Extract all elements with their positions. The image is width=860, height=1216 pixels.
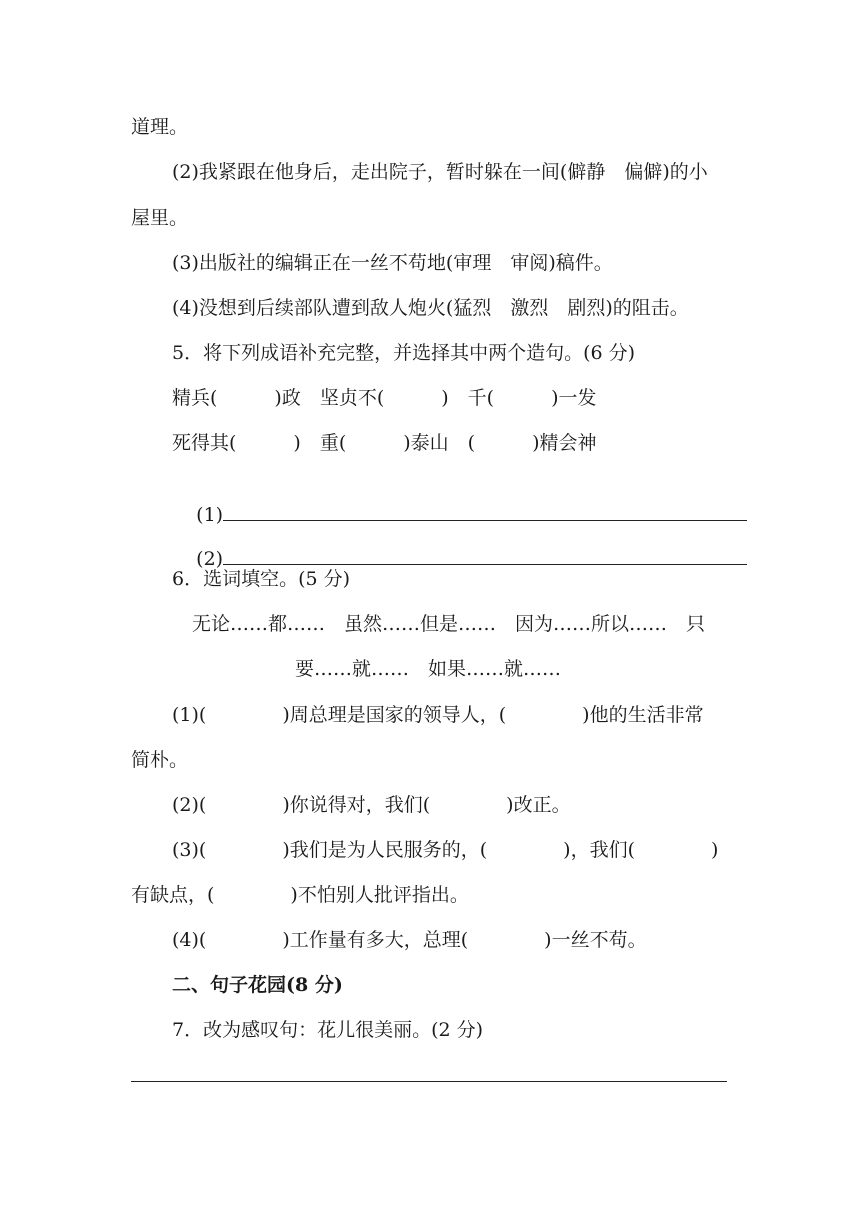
question-4-item-3: (3)出版社的编辑正在一丝不苟地(审理 审阅)稿件。 xyxy=(172,252,613,274)
answer-blank[interactable] xyxy=(223,502,747,521)
idiom-row-2: 死得其( ) 重( )泰山 ( )精会神 xyxy=(172,432,597,454)
question-5-title: 5．将下列成语补充完整，并选择其中两个造句。(6 分) xyxy=(172,342,636,364)
text-line: 屋里。 xyxy=(131,207,189,229)
word-bank-row-1: 无论……都…… 虽然……但是…… 因为……所以…… 只 xyxy=(192,613,706,635)
question-4-item-4: (4)没想到后续部队遭到敌人炮火(猛烈 激烈 剧烈)的阻击。 xyxy=(172,297,689,319)
answer-label: (1) xyxy=(196,504,224,526)
question-6-item-3: (3)( )我们是为人民服务的，( )，我们( ) xyxy=(172,839,719,861)
question-7-title: 7．改为感叹句：花儿很美丽。(2 分) xyxy=(172,1019,484,1041)
text-line: 有缺点，( )不怕别人批评指出。 xyxy=(131,884,469,906)
answer-blank[interactable] xyxy=(223,546,747,565)
idiom-row-1: 精兵( )政 坚贞不( ) 千( )一发 xyxy=(172,387,597,409)
question-6-title: 6．选词填空。(5 分) xyxy=(172,568,351,590)
question-6-item-1: (1)( )周总理是国家的领导人，( )他的生活非常 xyxy=(172,704,704,726)
section-heading: 二、句子花园(8 分) xyxy=(172,974,343,996)
question-6-item-2: (2)( )你说得对，我们( )改正。 xyxy=(172,794,571,816)
text-line: 简朴。 xyxy=(131,749,189,771)
answer-line-q7[interactable] xyxy=(131,1081,727,1082)
question-4-item-2: (2)我紧跟在他身后，走出院子，暂时躲在一间(僻静 偏僻)的小 xyxy=(172,161,708,183)
question-6-item-4: (4)( )工作量有多大，总理( )一丝不苟。 xyxy=(172,929,647,951)
text-line: 道理。 xyxy=(131,116,189,138)
answer-label: (2) xyxy=(196,548,224,570)
word-bank-row-2: 要……就…… 如果……就…… xyxy=(295,658,562,680)
